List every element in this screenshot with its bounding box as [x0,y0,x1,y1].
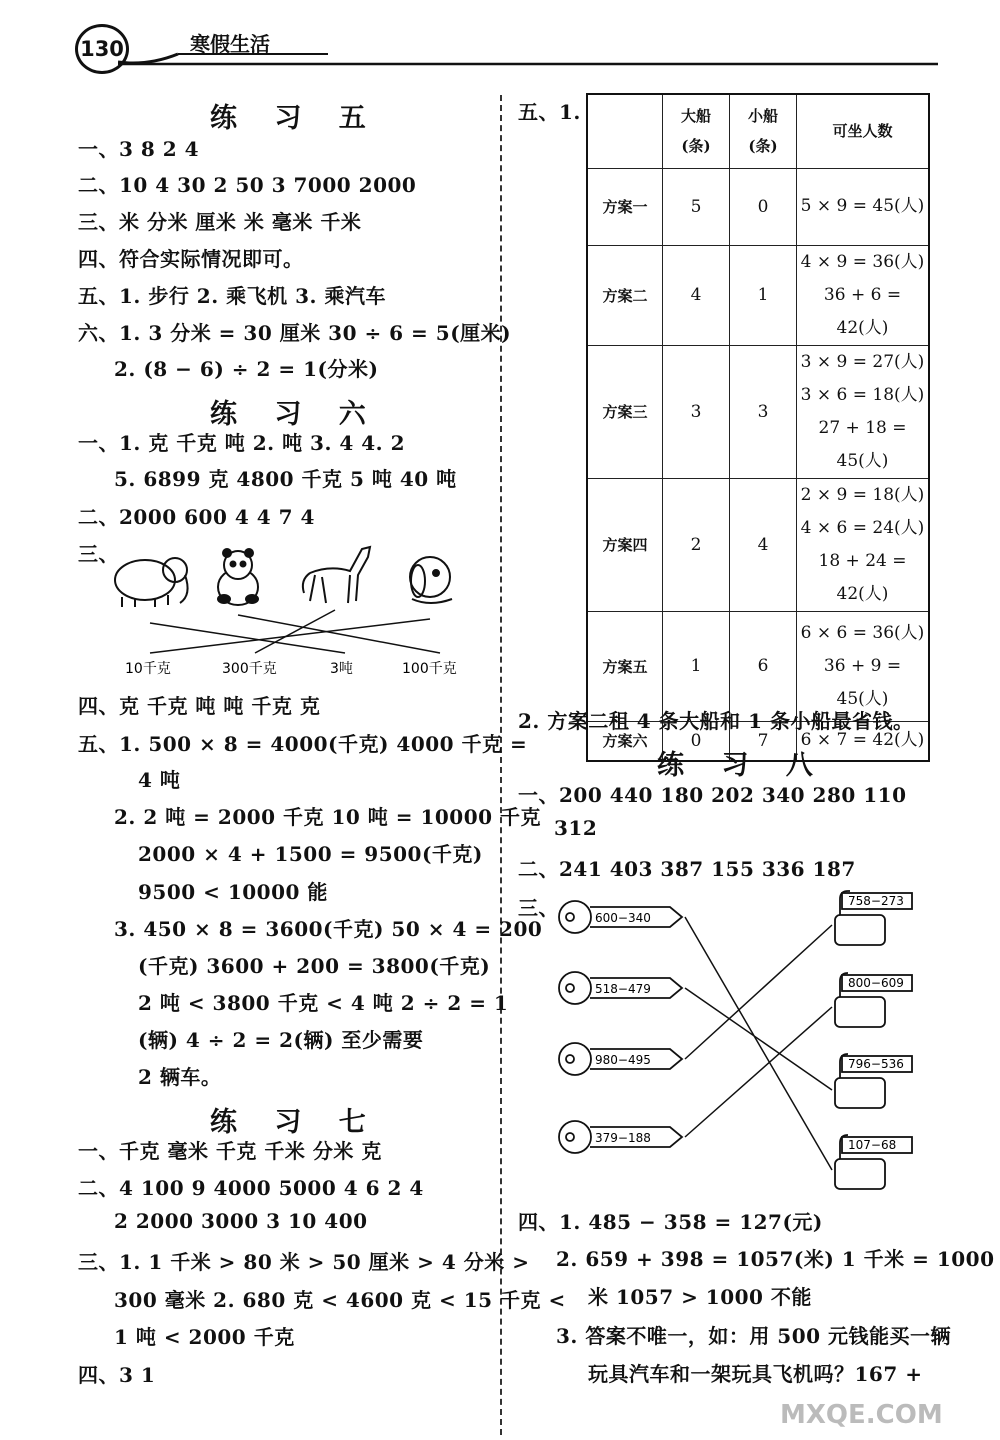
ex6-line15: 2 辆车。 [138,1065,222,1089]
calc-line: 4 × 6 = 24(人) [800,517,925,538]
heading-ex5: 练 习 五 [210,103,380,134]
key-label-1: 600−340 [595,911,651,925]
ex7-line5: 300 毫米 2. 680 克 < 4600 克 < 15 千克 < [114,1288,566,1312]
ex8-line5: 四、1. 485 − 358 = 127(元) [518,1210,823,1234]
elephant-icon [115,558,188,607]
ex6-line7: 4 吨 [138,768,181,792]
ex5-line5: 五、1. 步行 2. 乘飞机 3. 乘汽车 [78,284,386,308]
calc-line: 6 × 7 = 42(人) [800,730,925,751]
page-number: 130 [75,24,129,74]
ex7-line6: 1 吨 < 2000 千克 [114,1325,295,1349]
ex5-line6: 六、1. 3 分米 = 30 厘米 30 ÷ 6 = 5(厘米) [78,321,512,345]
boat-plan-table [586,93,930,762]
calc-line: 2 × 9 = 18(人) [800,484,925,505]
ex8-line8: 3. 答案不唯一，如：用 500 元钱能买一辆 [556,1324,952,1348]
ex8-line2: 312 [554,816,598,840]
ex6-line12: (千克) 3600 + 200 = 3800(千克) [138,954,491,978]
plan-name: 方案五 [587,611,663,721]
page-header [0,0,1000,80]
small-boats: 1 [730,245,797,345]
ex6-line11: 3. 450 × 8 = 3600(千克) 50 × 4 = 200 [114,917,543,941]
column-divider [500,95,502,1435]
watermark: MXQE.COM [780,1400,943,1430]
ex6-line6: 五、1. 500 × 8 = 4000(千克) 4000 千克 = [78,732,528,756]
ex5-line2: 二、10 4 30 2 50 3 7000 2000 [78,173,417,197]
calc-line: 3 × 6 = 18(人) [800,384,925,405]
calc-line: 6 × 6 = 36(人) [800,622,925,643]
big-boats: 4 [663,245,730,345]
plan-name: 方案二 [587,245,663,345]
ex6-line3: 二、2000 600 4 4 7 4 [78,505,315,529]
plan-name: 方案六 [587,721,663,761]
heading-ex7: 练 习 七 [210,1107,380,1138]
ex5-line1: 一、3 8 2 4 [78,137,200,161]
match-label-2: 300千克 [222,661,277,677]
animal-matching [100,535,480,685]
ex8-line1: 一、200 440 180 202 340 280 110 [518,783,907,807]
ex8-line3: 二、241 403 387 155 336 187 [518,857,856,881]
ex6-line10: 9500 < 10000 能 [138,880,328,904]
plan-name: 方案三 [587,345,663,478]
lock-label-2: 800−609 [848,976,904,990]
header-title: 寒假生活 [190,32,270,56]
lock-label-4: 107−68 [848,1138,897,1152]
ex6-line14: (辆) 4 ÷ 2 = 2(辆) 至少需要 [138,1028,424,1052]
key-label-2: 518−479 [595,982,651,996]
ex5-line4: 四、符合实际情况即可。 [78,247,304,271]
ex7-line3: 2 2000 3000 3 10 400 [114,1209,368,1233]
table-header-corner [587,94,663,168]
table-header-capacity: 可坐人数 [797,94,930,168]
key-lock-matching [550,885,950,1190]
key-label-3: 980−495 [595,1053,651,1067]
calc-line: 18 + 24 = 42(人) [818,550,907,604]
plan-name: 方案一 [587,168,663,245]
small-boats: 0 [730,168,797,245]
table-header-big: 大船 (条) [663,94,730,168]
ex6-line1: 一、1. 克 千克 吨 2. 吨 3. 4 4. 2 [78,431,406,455]
calc-line: 36 + 9 = 45(人) [823,655,902,709]
matching-lines [685,917,832,1170]
ex7-line1: 一、千克 毫米 千克 千米 分米 克 [78,1139,382,1163]
table-row [587,245,929,345]
ex6-line5: 四、克 千克 吨 吨 千克 克 [78,694,321,718]
lock-label-3: 796−536 [848,1057,904,1071]
big-boats: 0 [663,721,730,761]
big-boats: 1 [663,611,730,721]
ex8-line9: 玩具汽车和一架玩具飞机吗？167 + [588,1362,923,1386]
table-row [587,168,929,245]
heading-ex6: 练 习 六 [210,399,380,430]
big-boats: 2 [663,478,730,611]
small-boats: 7 [730,721,797,761]
ex6-line4: 三、 [78,542,119,566]
q5-label: 五、1. [518,100,581,124]
ex7-line4: 三、1. 1 千米 > 80 米 > 50 厘米 > 4 分米 > [78,1250,530,1274]
table-row [587,478,929,611]
big-boats: 3 [663,345,730,478]
calc-line: 36 + 6 = 42(人) [823,284,902,338]
big-boats: 5 [663,168,730,245]
table-row [587,345,929,478]
horse-icon [303,547,370,603]
ex5-line3: 三、米 分米 厘米 米 毫米 千米 [78,210,362,234]
ex5-line7: 2. (8 − 6) ÷ 2 = 1(分米) [114,357,379,381]
lock-label-1: 758−273 [848,894,904,908]
ex8-line4: 三、 [518,896,559,920]
ex7-line2: 二、4 100 9 4000 5000 4 6 2 4 [78,1176,424,1200]
match-label-4: 100千克 [402,661,457,677]
calc-line: 27 + 18 = 45(人) [818,417,907,471]
small-boats: 4 [730,478,797,611]
ex6-line9: 2000 × 4 + 1500 = 9500(千克) [138,842,483,866]
calc-line: 3 × 9 = 27(人) [800,351,925,372]
calc-line: 4 × 9 = 36(人) [800,251,925,272]
calc-line: 5 × 9 = 45(人) [800,196,925,216]
ex6-line8: 2. 2 吨 = 2000 千克 10 吨 = 10000 千克 [114,805,542,829]
heading-ex8: 练 习 八 [657,750,827,781]
small-boats: 3 [730,345,797,478]
ex7-line7: 四、3 1 [78,1363,156,1387]
ex6-line13: 2 吨 < 3800 千克 < 4 吨 2 ÷ 2 = 1 [138,991,509,1015]
ex6-line2: 5. 6899 克 4800 千克 5 吨 40 吨 [114,467,457,491]
small-boats: 6 [730,611,797,721]
plan-name: 方案四 [587,478,663,611]
matching-lines [150,610,440,653]
table-header-small: 小船 (条) [730,94,797,168]
key-label-4: 379−188 [595,1131,651,1145]
ex8-line6: 2. 659 + 398 = 1057(米) 1 千米 = 1000 [556,1247,995,1271]
q5-part2: 2. 方案二租 4 条大船和 1 条小船最省钱。 [518,709,914,733]
ex8-line7: 米 1057 > 1000 不能 [588,1285,812,1309]
dog-icon [410,557,452,603]
match-label-3: 3吨 [330,661,353,677]
match-label-1: 10千克 [125,661,171,677]
panda-icon [217,548,259,605]
